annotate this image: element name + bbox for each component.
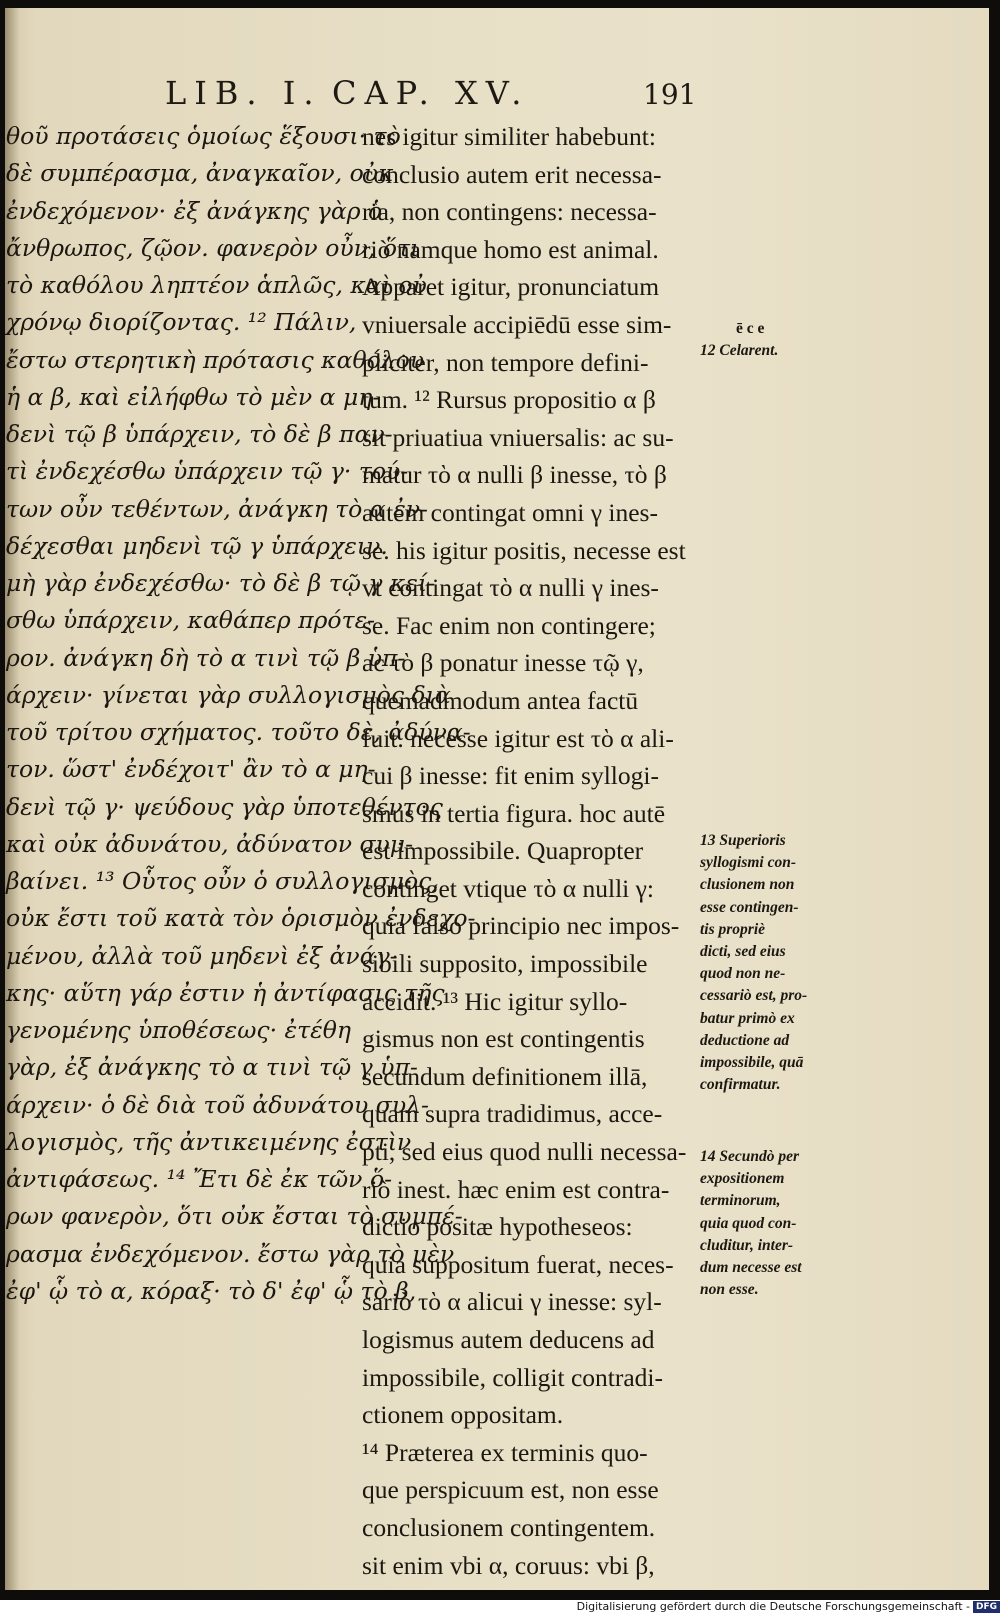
latin-text-line: sit enim vbi α, coruus: vbi β, xyxy=(362,1550,655,1580)
latin-text-line: matur τὸ α nulli β inesse, τὸ β xyxy=(362,460,667,490)
latin-text-line: riò namque homo est animal. xyxy=(362,234,659,264)
greek-text-line: τοῦ τρίτου σχήματος. τοῦτο δὲ, ἀδύνα- xyxy=(6,718,471,746)
greek-text-line: ρων φανερὸν, ὅτι οὐκ ἔσται τὸ συμπέ- xyxy=(6,1202,463,1231)
greek-text-line: θοῦ προτάσεις ὁμοίως ἕξουσι· τὸ xyxy=(6,122,401,150)
greek-text-line: ἡ α β, καὶ εἰλήφθω τὸ μὲν α μη- xyxy=(6,382,381,411)
greek-text-line: μένου, ἀλλὰ τοῦ μηδενὶ ἐξ ἀνάγ- xyxy=(6,941,398,970)
greek-text-line: καὶ οὐκ ἀδυνάτου, ἀδύνατον συμ- xyxy=(6,829,414,858)
margin-note-line: deductione ad xyxy=(700,1031,790,1049)
footer-credit-text: Digitalisierung gefördert durch die Deutsche Forschungsgemeinschaft - xyxy=(576,1600,970,1613)
latin-text-line: pliciter, non tempore defini- xyxy=(362,347,649,377)
latin-text-line: impossibile, colligit contradi- xyxy=(362,1362,663,1392)
margin-note-line: non esse. xyxy=(700,1281,759,1299)
greek-text-line: ρασμα ἐνδεχόμενον. ἔστω γὰρ τὸ μὲν xyxy=(6,1239,455,1268)
margin-note-13 xyxy=(700,830,840,1096)
latin-text-line: quia falso principio nec impos- xyxy=(362,911,680,941)
greek-text-line: δενὶ τῷ β ὑπάρχειν, τὸ δὲ β παν- xyxy=(6,420,393,448)
margin-note-line: quod non ne- xyxy=(700,965,786,983)
margin-note-line: 12 Celarent. xyxy=(700,342,779,360)
latin-text-line: que perspicuum est, non esse xyxy=(362,1475,659,1505)
latin-column xyxy=(362,118,702,1584)
greek-text-line: μὴ γὰρ ἐνδεχέσθω· τὸ δὲ β τῷ γ κεί- xyxy=(6,569,436,597)
greek-text-line: δέχεσθαι μηδενὶ τῷ γ ὑπάρχειν. xyxy=(6,531,388,560)
latin-text-line: se. Fac enim non contingere; xyxy=(362,610,656,640)
margin-note-14 xyxy=(700,1146,840,1301)
margin-note-line: cluditur, inter- xyxy=(700,1236,794,1254)
latin-text-line: logismus autem deducens ad xyxy=(362,1325,655,1354)
dfg-logo: DFG xyxy=(973,1601,1000,1613)
margin-note-line: dum necesse est xyxy=(700,1259,802,1277)
latin-text-line: cui β inesse: fit enim syllogi- xyxy=(362,761,659,791)
latin-text-line: Apparet igitur, pronunciatum xyxy=(362,272,660,302)
latin-text-line: smus in tertia figura. hoc autē xyxy=(362,798,666,828)
margin-note-line: batur primò ex xyxy=(700,1009,795,1027)
greek-text-line: γὰρ, ἐξ ἀνάγκης τὸ α τινὶ τῷ γ ὑπ- xyxy=(6,1053,418,1082)
margin-note-line: cessariò est, pro- xyxy=(700,987,808,1005)
margin-note-line: quia quod con- xyxy=(700,1214,797,1232)
greek-text-line: ἄνθρωπος, ζῷον. φανερὸν οὖν, ὅτι xyxy=(6,233,420,262)
latin-text-line: quam supra tradidimus, acce- xyxy=(362,1099,663,1129)
latin-text-line: gismus non est contingentis xyxy=(362,1024,645,1054)
latin-text-line: fuit. necesse igitur est τὸ α ali- xyxy=(362,723,674,753)
latin-text-line: sariò τὸ α alicui γ inesse: syl- xyxy=(362,1287,662,1317)
margin-note-line: syllogismi con- xyxy=(700,854,797,872)
greek-text-line: τὸ καθόλου ληπτέον ἁπλῶς, καὶ οὐ xyxy=(6,271,427,299)
margin-note-line: ē c e xyxy=(736,320,765,337)
header-chapter: CAP. XV. xyxy=(332,74,530,112)
latin-text-line: conclusio autem erit necessa- xyxy=(362,159,662,189)
margin-note-line: 13 Superioris xyxy=(700,832,786,849)
greek-text-line: κης· αὕτη γάρ ἐστιν ἡ ἀντίφασις τῆς xyxy=(6,978,445,1007)
latin-text-line: autem contingat omni γ ines- xyxy=(362,497,658,527)
latin-text-line: vt contingat τὸ α nulli γ ines- xyxy=(362,573,659,603)
latin-text-line: quia suppositum fuerat, neces- xyxy=(362,1249,674,1279)
latin-text-line: ac τὸ β ponatur inesse τῷ γ, xyxy=(362,648,644,678)
greek-text-line: άρχειν· γίνεται γὰρ συλλογισμὸς διὰ xyxy=(6,680,451,709)
margin-note-line: dicti, sed eius xyxy=(700,943,786,961)
latin-text-line: se. his igitur positis, necesse est xyxy=(362,535,686,565)
greek-text-line: οὐκ ἔστι τοῦ κατὰ τὸν ὁρισμὸν ἐνδεχο- xyxy=(6,904,476,933)
latin-text-line: secundum definitionem illā, xyxy=(362,1061,648,1091)
header-book: LIB. I. xyxy=(165,74,322,112)
latin-text-line: quemadmodum antea factū xyxy=(362,685,639,715)
margin-note-line: impossibile, quā xyxy=(700,1054,804,1072)
latin-text-line: pti, sed eius quod nulli necessa- xyxy=(362,1137,687,1167)
latin-text-line: sit priuatiua vniuersalis: ac su- xyxy=(362,422,674,452)
greek-text-line: βαίνει. ¹³ Οὗτος οὖν ὁ συλλογισμὸς, xyxy=(6,867,439,895)
greek-text-line: λογισμὸς, τῆς ἀντικειμένης ἐστὶν xyxy=(6,1127,412,1156)
greek-text-line: χρόνῳ διορίζοντας. ¹² Πάλιν, xyxy=(6,308,357,337)
latin-text-line: dictio positæ hypotheseos: xyxy=(362,1212,633,1242)
greek-text-line: των οὖν τεθέντων, ἀνάγκη τὸ α ἐν- xyxy=(6,494,428,523)
greek-text-line: ἐνδεχόμενον· ἐξ ἀνάγκης γὰρ ὁ xyxy=(6,196,383,225)
latin-text-line: est impossibile. Quapropter xyxy=(362,836,644,866)
greek-text-line: δὲ συμπέρασμα, ἀναγκαῖον, οὐκ xyxy=(6,159,394,188)
greek-text-line: ἀντιφάσεως. ¹⁴ Ἔτι δὲ ἐκ τῶν ὅ- xyxy=(6,1165,393,1193)
margin-note-line: confirmatur. xyxy=(700,1076,781,1094)
greek-text-line: ρον. ἀνάγκη δὴ τὸ α τινὶ τῷ β ὑπ- xyxy=(6,643,406,672)
margin-note-line: clusionem non xyxy=(700,876,795,894)
latin-text-line: nes igitur similiter habebunt: xyxy=(362,122,656,151)
margin-note-line: expositionem xyxy=(700,1170,785,1188)
running-header xyxy=(165,74,695,114)
greek-text-line: γενομένης ὑποθέσεως· ἐτέθη xyxy=(6,1016,351,1044)
latin-text-line: tum. ¹² Rursus propositio α β xyxy=(362,385,656,415)
latin-text-line: vniuersale accipiēdū esse sim- xyxy=(362,309,672,339)
margin-note-12 xyxy=(700,318,840,362)
margin-note-line: tis propriè xyxy=(700,920,766,938)
page-number: 191 xyxy=(643,78,697,111)
greek-text-line: άρχειν· ὁ δὲ διὰ τοῦ ἀδυνάτου συλ- xyxy=(6,1090,429,1119)
greek-text-line: ἐφ' ᾧ τὸ α, κόραξ· τὸ δ' ἐφ' ᾧ τὸ β, xyxy=(6,1276,417,1305)
margin-note-line: esse contingen- xyxy=(700,898,799,916)
margin-note-line: terminorum, xyxy=(700,1192,781,1210)
greek-column xyxy=(6,118,476,1310)
margin-note-line: 14 Secundò per xyxy=(700,1148,800,1165)
latin-text-line: ctionem oppositam. xyxy=(362,1400,564,1430)
latin-text-line: accidit. ¹³ Hic igitur syllo- xyxy=(362,986,628,1016)
latin-text-line: ¹⁴ Præterea ex terminis quo- xyxy=(362,1437,648,1467)
latin-text-line: continget vtique τὸ α nulli γ: xyxy=(362,873,654,903)
greek-text-line: τον. ὥστ' ἐνδέχοιτ' ἂν τὸ α μη- xyxy=(6,755,376,784)
latin-text-line: conclusionem contingentem. xyxy=(362,1512,656,1542)
greek-text-line: ἔστω στερητικὴ πρότασις καθόλου xyxy=(6,345,425,374)
greek-text-line: δενὶ τῷ γ· ψεύδους γὰρ ὑποτεθέντος xyxy=(6,792,443,821)
footer-credit xyxy=(577,1598,1000,1616)
greek-text-line: τὶ ἐνδεχέσθω ὑπάρχειν τῷ γ· τού- xyxy=(6,457,409,486)
latin-text-line: riò inest. hæc enim est contra- xyxy=(362,1174,670,1204)
greek-text-line: σθω ὑπάρχειν, καθάπερ πρότε- xyxy=(6,606,376,635)
latin-text-line: sibili supposito, impossibile xyxy=(362,949,648,979)
latin-text-line: ria, non contingens: necessa- xyxy=(362,197,657,227)
